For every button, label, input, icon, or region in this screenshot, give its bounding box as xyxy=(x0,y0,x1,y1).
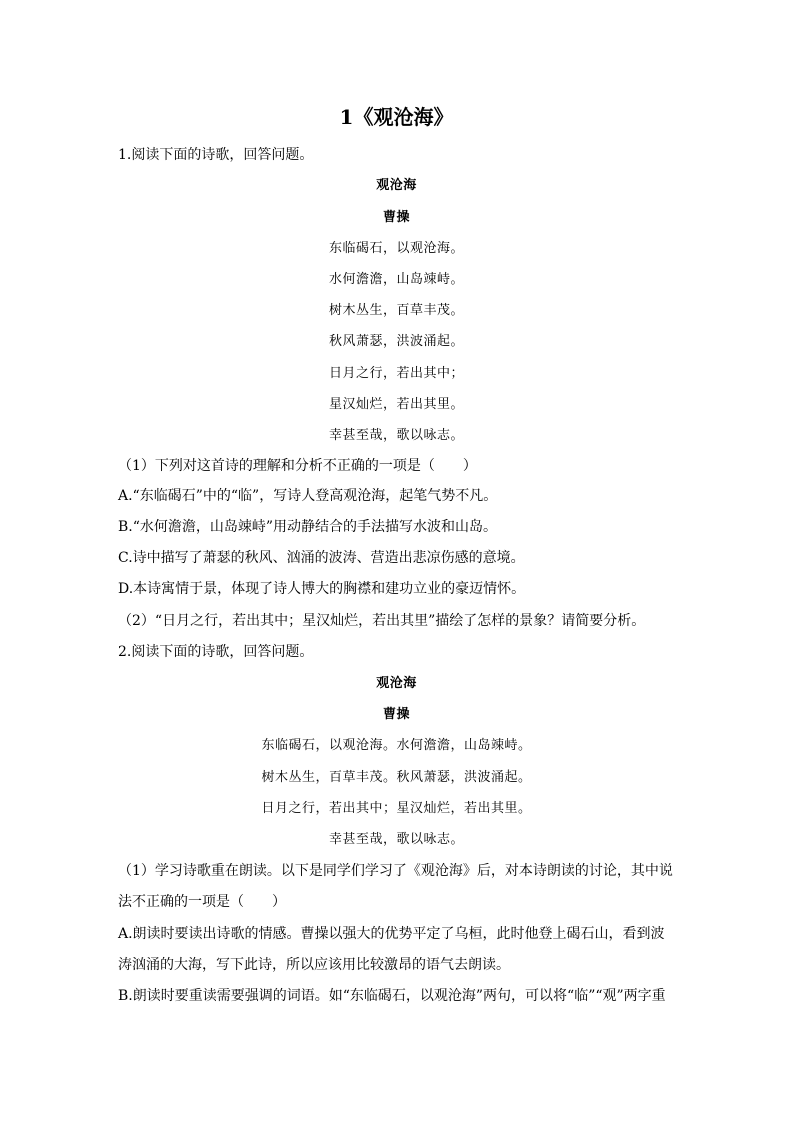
q2-poem-line: 树木丛生，百草丰茂。秋风萧瑟，洪波涌起。 xyxy=(261,770,532,785)
document-title: 1《观沧海》 xyxy=(339,105,454,129)
q1-option-c: C.诗中描写了萧瑟的秋风、汹涌的波涛、营造出悲凉伤感的意境。 xyxy=(118,550,525,566)
q2-option-b-line1: B.朗读时要重读需要强调的词语。如“东临碣石，以观沧海”两句，可以将“临”“观”两字重 xyxy=(118,988,666,1004)
q2-option-a-line2: 涛汹涌的大海，写下此诗，所以应该用比较激昂的语气去朗读。 xyxy=(118,957,510,973)
q1-subquestion-2: （2）“日月之行，若出其中；星汉灿烂，若出其里”描绘了怎样的景象？请简要分析。 xyxy=(118,613,646,629)
q1-poem-line: 水何澹澹，山岛竦峙。 xyxy=(328,272,464,287)
q2-option-a-line1: A.朗读时要读出诗歌的情感。曹操以强大的优势平定了乌桓，此时他登上碣石山，看到波 xyxy=(118,926,665,942)
q2-subquestion-1-line1: （1）学习诗歌重在朗读。以下是同学们学习了《观沧海》后，对本诗朗读的讨论，其中说 xyxy=(118,863,673,879)
q2-prompt: 2.阅读下面的诗歌，回答问题。 xyxy=(118,644,314,660)
q2-subquestion-1-line2: 法不正确的一项是（ ） xyxy=(118,894,286,910)
q1-poem-title: 观沧海 xyxy=(376,178,417,193)
q1-poem-author: 曹操 xyxy=(382,210,410,225)
q1-option-a: A.“东临碣石”中的“临”，写诗人登高观沧海，起笔气势不凡。 xyxy=(118,488,498,504)
q1-option-d: D.本诗寓情于景，体现了诗人博大的胸襟和建功立业的豪迈情怀。 xyxy=(118,581,526,597)
q2-poem-line: 幸甚至哉，歌以咏志。 xyxy=(328,832,464,847)
q1-poem-line: 东临碣石，以观沧海。 xyxy=(328,241,464,256)
q2-poem-title: 观沧海 xyxy=(376,676,417,691)
q1-option-b: B.“水何澹澹，山岛竦峙”用动静结合的手法描写水波和山岛。 xyxy=(118,519,498,535)
q2-poem-line: 东临碣石，以观沧海。水何澹澹，山岛竦峙。 xyxy=(261,738,532,753)
q1-poem-line: 树木丛生，百草丰茂。 xyxy=(328,303,464,318)
q1-prompt: 1.阅读下面的诗歌，回答问题。 xyxy=(118,147,314,163)
q1-poem-line: 幸甚至哉，歌以咏志。 xyxy=(328,428,464,443)
q1-poem-line: 星汉灿烂，若出其里。 xyxy=(328,397,464,412)
q1-poem-line: 日月之行，若出其中； xyxy=(328,366,464,381)
q1-poem-line: 秋风萧瑟，洪波涌起。 xyxy=(328,334,464,349)
q2-poem-line: 日月之行，若出其中；星汉灿烂，若出其里。 xyxy=(261,801,532,816)
q2-poem-author: 曹操 xyxy=(382,707,410,722)
q1-subquestion-1: （1）下列对这首诗的理解和分析不正确的一项是（ ） xyxy=(118,458,477,474)
